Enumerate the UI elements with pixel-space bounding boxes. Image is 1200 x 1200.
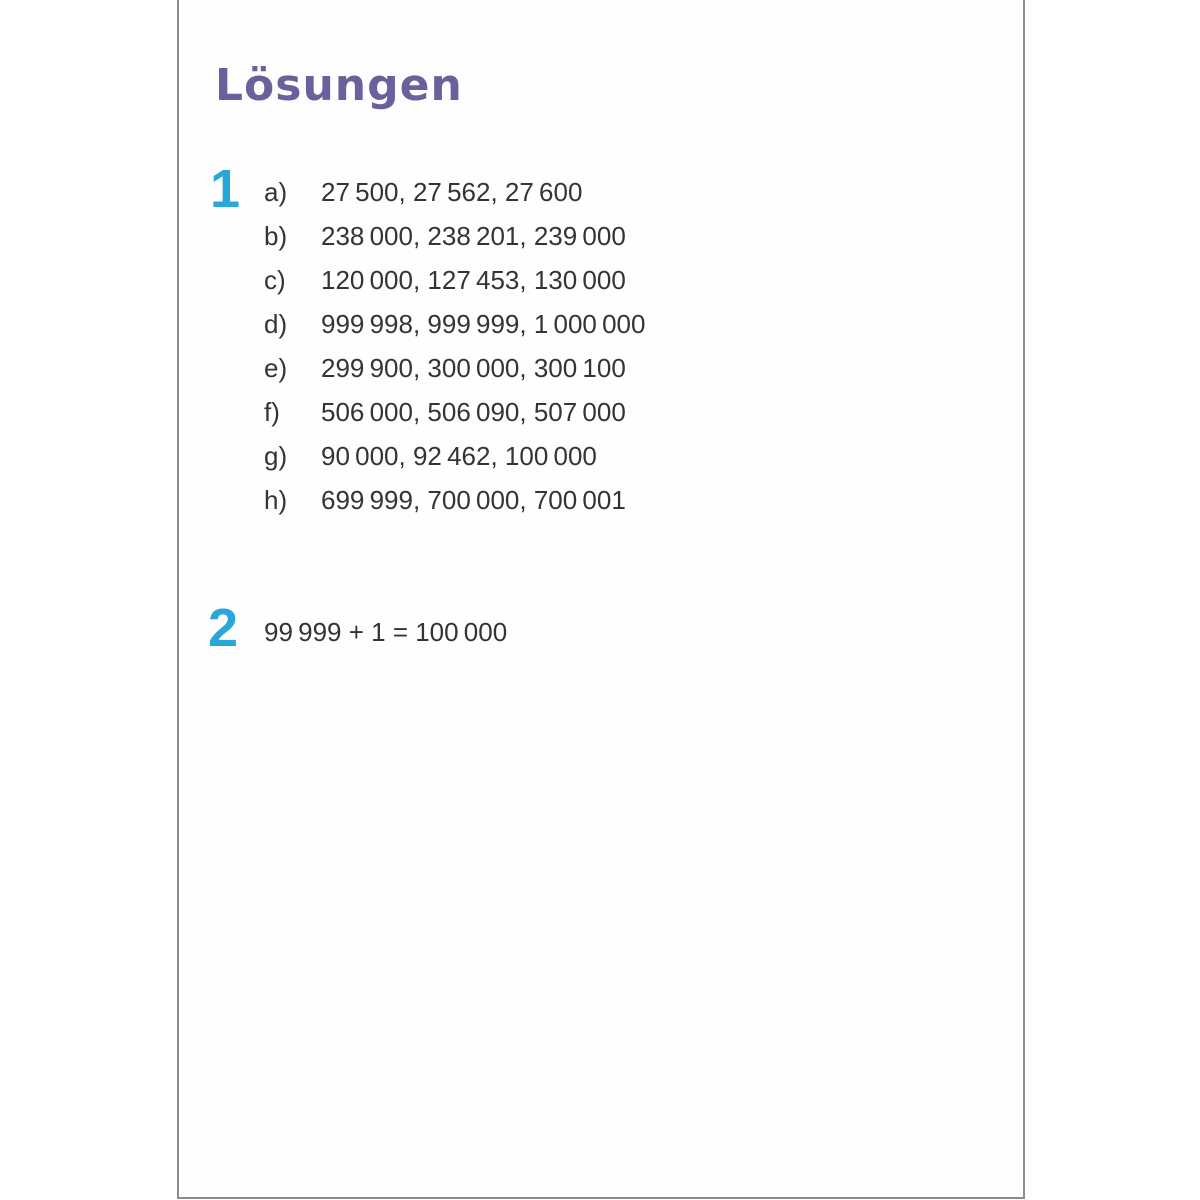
answer-label: d) xyxy=(264,309,288,339)
answer-row-d xyxy=(264,302,645,346)
page-title: Lösungen xyxy=(215,60,463,111)
answer-values: 699 999, 700 000, 700 001 xyxy=(321,485,626,515)
answer-values: 299 900, 300 000, 300 100 xyxy=(321,353,626,383)
answer-values: 27 500, 27 562, 27 600 xyxy=(321,177,583,207)
answer-label: b) xyxy=(264,221,288,251)
answer-row-b xyxy=(264,214,645,258)
answer-label: c) xyxy=(264,265,286,295)
answer-row-h xyxy=(264,478,645,522)
answer-label: a) xyxy=(264,177,288,207)
answer-label: f) xyxy=(264,397,280,427)
answer-row-c xyxy=(264,258,645,302)
exercise-2-number: 2 xyxy=(208,598,239,658)
answer-row-f xyxy=(264,390,645,434)
answer-label: h) xyxy=(264,485,288,515)
exercise-2-equation: 99 999 + 1 = 100 000 xyxy=(264,617,508,647)
answer-label: g) xyxy=(264,441,288,471)
answer-row-g xyxy=(264,434,645,478)
exercise-1-number: 1 xyxy=(210,159,241,219)
answer-values: 90 000, 92 462, 100 000 xyxy=(321,441,597,471)
answer-values: 506 000, 506 090, 507 000 xyxy=(321,397,626,427)
exercise-1-answer-list xyxy=(264,170,645,522)
answer-values: 238 000, 238 201, 239 000 xyxy=(321,221,626,251)
answer-values: 999 998, 999 999, 1 000 000 xyxy=(321,309,646,339)
answer-row-e xyxy=(264,346,645,390)
book-page xyxy=(177,0,1025,1199)
answer-values: 120 000, 127 453, 130 000 xyxy=(321,265,626,295)
answer-row-a xyxy=(264,170,645,214)
answer-label: e) xyxy=(264,353,288,383)
